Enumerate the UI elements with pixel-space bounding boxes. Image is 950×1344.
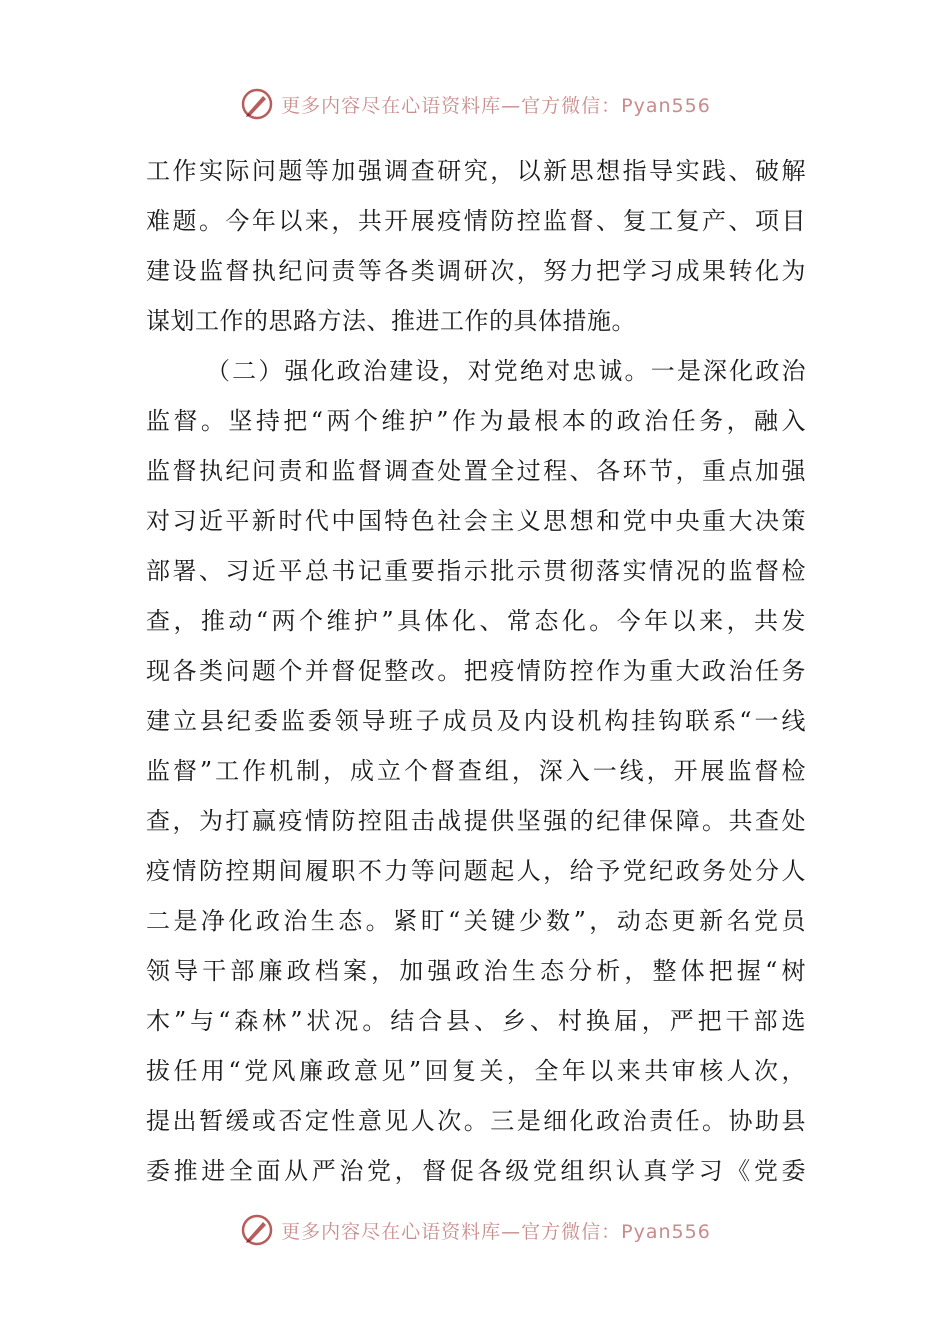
text-line: 监督执纪问责和监督调查处置全过程、各环节，重点加强 bbox=[146, 457, 806, 485]
text-line: 提出暂缓或否定性意见人次。三是细化政治责任。协助县 bbox=[146, 1107, 806, 1135]
text-line: 现各类问题个并督促整改。把疫情防控作为重大政治任务 bbox=[146, 657, 806, 685]
text-line: 二是净化政治生态。紧盯“关键少数”，动态更新名党员 bbox=[146, 907, 806, 935]
text-line: 领导干部廉政档案，加强政治生态分析，整体把握“树 bbox=[146, 957, 806, 985]
text-line: 拔任用“党风廉政意见”回复关，全年以来共审核人次， bbox=[146, 1057, 806, 1085]
text-line: 监督”工作机制，成立个督查组，深入一线，开展监督检 bbox=[146, 757, 806, 785]
text-line: 查，推动“两个维护”具体化、常态化。今年以来，共发 bbox=[146, 607, 806, 635]
text-line: 监督。坚持把“两个维护”作为最根本的政治任务，融入 bbox=[146, 407, 806, 435]
text-line: 对习近平新时代中国特色社会主义思想和党中央重大决策 bbox=[146, 507, 806, 535]
text-line: 查，为打赢疫情防控阻击战提供坚强的纪律保障。共查处 bbox=[146, 807, 806, 835]
section-heading-line: （二）强化政治建设，对党绝对忠诚。一是深化政治 bbox=[206, 357, 806, 385]
text-line: 建设监督执纪问责等各类调研次，努力把学习成果转化为 bbox=[146, 257, 806, 285]
text-line: 建立县纪委监委领导班子成员及内设机构挂钩联系“一线 bbox=[146, 707, 806, 735]
text-line: 谋划工作的思路方法、推进工作的具体措施。 bbox=[146, 307, 636, 335]
watermark-footer bbox=[0, 1210, 950, 1250]
text-line: 工作实际问题等加强调查研究，以新思想指导实践、破解 bbox=[146, 157, 806, 185]
pen-seal-icon bbox=[239, 86, 275, 122]
text-line: 部署、习近平总书记重要指示批示贯彻落实情况的监督检 bbox=[146, 557, 806, 585]
watermark-text: 更多内容尽在心语资料库—官方微信：Pyan556 bbox=[281, 1220, 711, 1243]
text-line: 难题。今年以来，共开展疫情防控监督、复工复产、项目 bbox=[146, 207, 806, 235]
text-line: 委推进全面从严治党，督促各级党组织认真学习《党委 bbox=[146, 1157, 806, 1185]
watermark-header bbox=[0, 84, 950, 124]
pen-seal-icon bbox=[239, 1212, 275, 1248]
document-body bbox=[146, 146, 806, 1196]
text-line: 疫情防控期间履职不力等问题起人，给予党纪政务处分人 bbox=[146, 857, 806, 885]
text-line: 木”与“森林”状况。结合县、乡、村换届，严把干部选 bbox=[146, 1007, 806, 1035]
watermark-text: 更多内容尽在心语资料库—官方微信：Pyan556 bbox=[281, 94, 711, 117]
